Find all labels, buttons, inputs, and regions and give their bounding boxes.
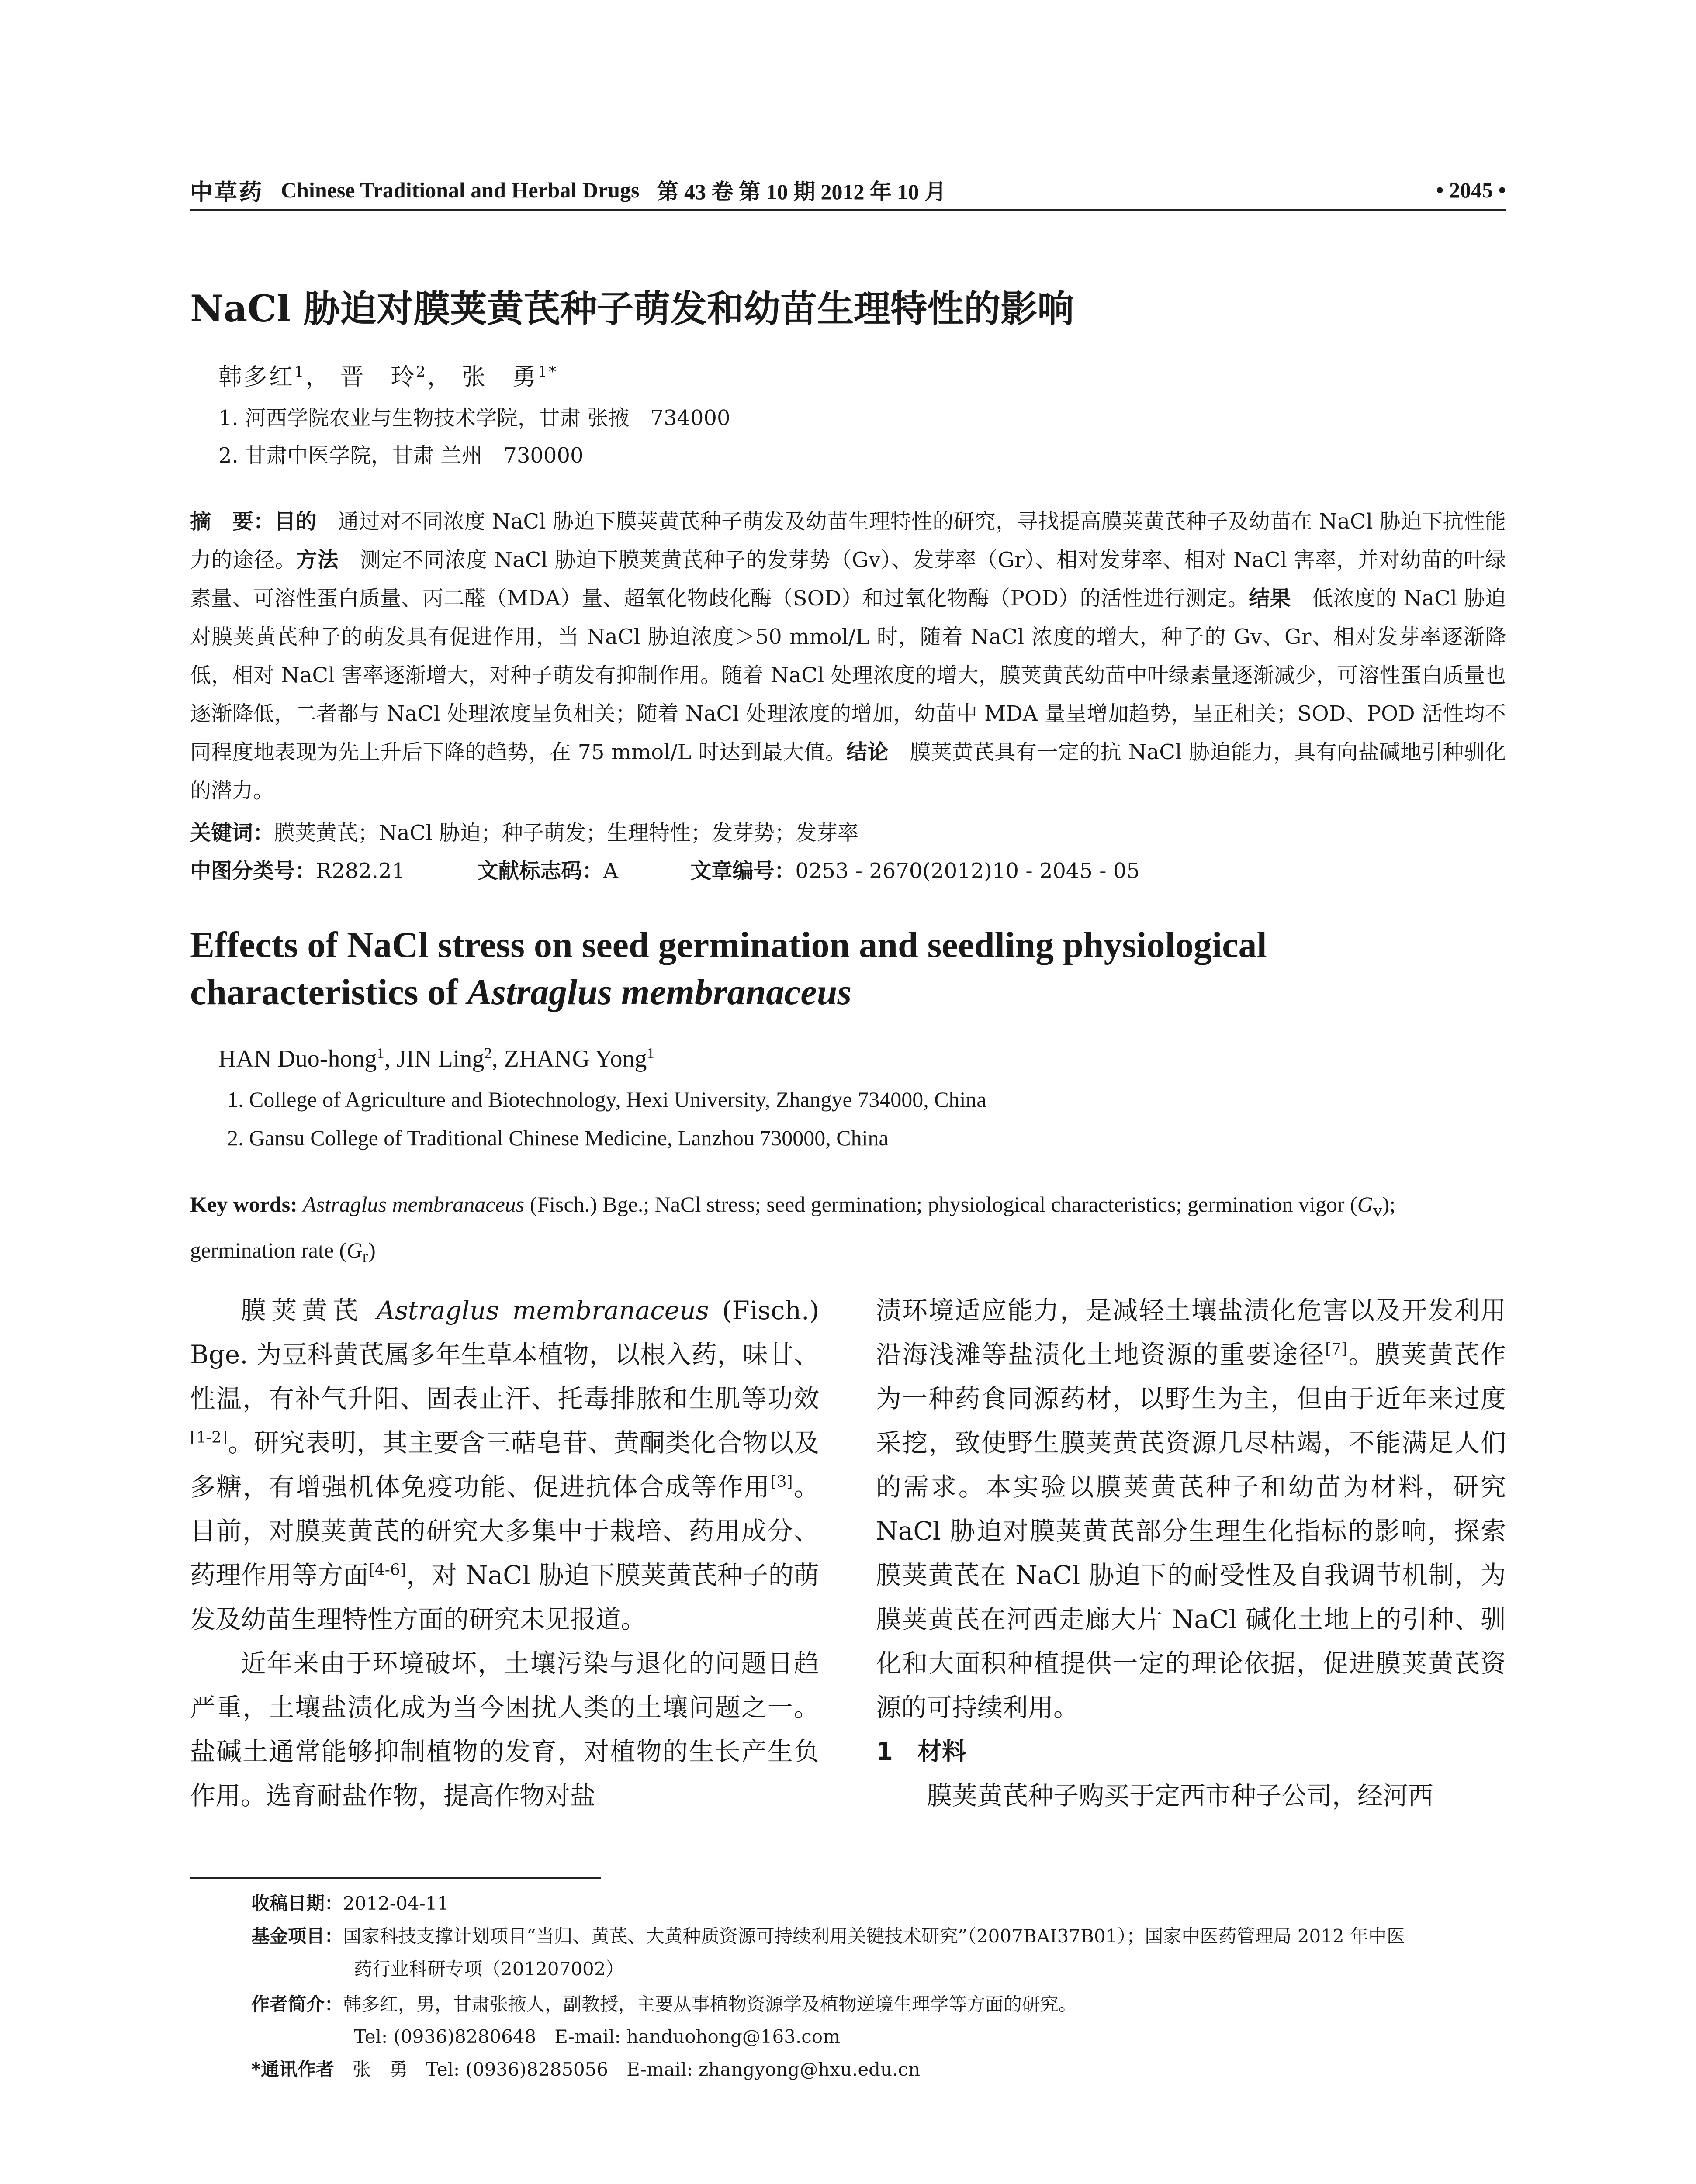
article-id-value: 0253 - 2670(2012)10 - 2045 - 05: [795, 859, 1140, 883]
p1-text-d: 。目前，对膜荚黄芪的研究大多集中于栽培、药用成分、药理作用等方面: [190, 1472, 819, 1590]
fund-label: 基金项目：: [251, 1925, 343, 1947]
p1-species: Astraglus membranaceus: [377, 1296, 709, 1325]
article-id-label: 文章编号：: [690, 859, 796, 883]
received-date: 2012-04-11: [343, 1893, 449, 1914]
keywords-cn-label: 关键词：: [190, 821, 274, 845]
doc-code-value: A: [603, 859, 619, 883]
author-3: 张 勇: [461, 363, 538, 390]
footnote-author: [251, 1990, 1077, 2016]
ref-1-2: [1-2]: [190, 1428, 228, 1447]
keywords-en-label: Key words:: [190, 1192, 303, 1216]
affiliation-cn-1: 1. 河西学院农业与生物技术学院，甘肃 张掖 734000: [218, 406, 730, 430]
gv-sub: v: [1373, 1201, 1382, 1221]
author-en-3-sup: 1: [647, 1044, 654, 1062]
footnote-rule: [190, 1877, 601, 1879]
affiliation-en-1: 1. College of Agriculture and Biotechnology, Hexi University, Zhangye 734000, China: [227, 1087, 986, 1112]
keywords-en-text2: ); germination rate (: [190, 1192, 1396, 1262]
author-1-sup: 1: [294, 363, 306, 380]
title-en: [190, 922, 1506, 1016]
gv-symbol: G: [1357, 1192, 1373, 1216]
gr-symbol: G: [346, 1238, 363, 1262]
author-en-2: JIN Ling: [396, 1045, 485, 1072]
keywords-en-text1: (Fisch.) Bge.; NaCl stress; seed germination; physiological characteristics; germination vigor (: [524, 1192, 1357, 1216]
body-paragraph-2: 近年来由于环境破坏，土壤污染与退化的问题日趋严重，土壤盐渍化成为当今困扰人类的土壤问题之一。盐碱土通常能够抑制植物的发育，对植物的生长产生负作用。选育耐盐作物，提高作物对盐: [190, 1648, 819, 1811]
keywords-cn-text: 膜荚黄芪；NaCl 胁迫；种子萌发；生理特性；发芽势；发芽率: [274, 821, 858, 845]
clc-value: R282.21: [316, 859, 405, 883]
p1-text-c: 。研究表明，其主要含三萜皂苷、黄酮类化合物以及多糖，有增强机体免疫功能、促进抗体合成等作用: [190, 1428, 819, 1502]
keywords-cn: [190, 816, 1506, 846]
author-2: 晋 玲: [340, 363, 416, 390]
fund-line-2: 药行业科研专项（201207002）: [354, 1958, 624, 1980]
author-2-sup: 2: [416, 363, 427, 380]
author-bio-label: 作者简介：: [251, 1994, 343, 2015]
journal-name-cn: 中草药: [190, 179, 264, 206]
running-header: [190, 173, 1506, 207]
p1-text-e: ，对 NaCl 胁迫下膜荚黄芪种子的萌发及幼苗生理特性方面的研究未见报道。: [190, 1560, 819, 1634]
conclusion-text: 膜荚黄芪具有一定的抗 NaCl 胁迫能力，具有向盐碱地引种驯化的潜力。: [190, 740, 1506, 803]
affiliation-en-2: 2. Gansu College of Traditional Chinese Medicine, Lanzhou 730000, China: [227, 1126, 889, 1150]
footnote-corresponding: [251, 2055, 920, 2081]
method-label: 方法: [296, 548, 339, 572]
p3-text-a: 渍环境适应能力，是减轻土壤盐渍化危害以及开发利用沿海浅滩等盐渍化土地资源的重要途径: [876, 1296, 1506, 1369]
author-en-1-sup: 1: [377, 1044, 384, 1062]
footnote-received: [251, 1889, 449, 1915]
body-paragraph-1: [190, 1289, 819, 1641]
title-en-species: Astraglus membranaceus: [467, 972, 852, 1013]
corresponding-label: *通讯作者: [251, 2059, 334, 2080]
title-en-line2: [190, 969, 1506, 1016]
header-rule: [190, 209, 1506, 211]
title-en-prefix: characteristics of: [190, 972, 467, 1013]
fund-line-1: 国家科技支撑计划项目“当归、黄芪、大黄种质资源可持续利用关键技术研究”（2007BAI37B01）；国家中医药管理局 2012 年中医: [343, 1925, 1405, 1947]
keywords-en: [190, 1185, 1506, 1276]
p1-text-a: 膜荚黄芪: [241, 1296, 377, 1325]
keywords-en-text3: ): [368, 1238, 376, 1262]
conclusion-label: 结论: [846, 740, 889, 764]
received-label: 收稿日期：: [251, 1893, 343, 1914]
result-label: 结果: [1249, 586, 1291, 611]
clc-label: 中图分类号：: [190, 859, 316, 883]
body-paragraph-4: 膜荚黄芪种子购买于定西市种子公司，经河西: [927, 1781, 1434, 1811]
ref-7: [7]: [1325, 1340, 1348, 1358]
author-1: 韩多红: [218, 363, 294, 390]
body-column-left: [190, 1289, 819, 1818]
authors-en: HAN Duo-hong$^1$, JIN Ling$^2$, ZHANG Yong$^1$: [218, 1044, 654, 1072]
ref-3: [3]: [770, 1472, 793, 1491]
method-text: 测定不同浓度 NaCl 胁迫下膜荚黄芪种子的发芽势（Gv）、发芽率（Gr）、相对发芽率、相对 NaCl 害率，并对幼苗的叶绿素量、可溶性蛋白质量、丙二醛（MDA）量、超氧化物歧化酶（SOD）和过氧化物酶（POD）的活性进行测定。: [190, 548, 1506, 611]
author-en-1: HAN Duo-hong: [218, 1045, 377, 1072]
p1-text-b: (Fisch.) Bge. 为豆科黄芪属多年生草本植物，以根入药，味甘、性温，有补气升阳、固表止汗、托毒排脓和生肌等功效: [190, 1296, 820, 1413]
affiliation-cn-2: 2. 甘肃中医学院，甘肃 兰州 730000: [218, 443, 584, 468]
body-paragraph-3: [876, 1289, 1506, 1730]
issue-info: 第 43 卷 第 10 期 2012 年 10 月: [657, 180, 946, 204]
abstract-cn: [190, 502, 1506, 810]
author-en-3: ZHANG Yong: [504, 1045, 647, 1072]
classification-line: [190, 854, 1506, 884]
author-bio-line-1: 韩多红，男，甘肃张掖人，副教授，主要从事植物资源学及植物逆境生理学等方面的研究。: [343, 1994, 1077, 2015]
p3-text-b: 。膜荚黄芪作为一种药食同源药材，以野生为主，但由于近年来过度采挖，致使野生膜荚黄芪资源几尽枯竭，不能满足人们的需求。本实验以膜荚黄芪种子和幼苗为材料，研究 NaCl 胁迫对膜荚黄芪部分生理生化指标的影响，探索膜荚黄芪在 NaCl 胁迫下的耐受性及自我调节机制，为膜荚黄芪在河西走廊大片 NaCl 碱化土地上的引种、驯化和大面积种植提供一定的理论依据，促进膜荚黄芪资源的可持续利用。: [876, 1340, 1506, 1722]
gr-sub: r: [362, 1247, 369, 1267]
journal-name-en: Chinese Traditional and Herbal Drugs: [281, 178, 640, 202]
corresponding-info: 张 勇 Tel: (0936)8285056 E-mail: zhangyong@hxu.edu.cn: [334, 2059, 921, 2080]
purpose-label: 目的: [274, 509, 317, 534]
section-heading-1: 1 材料: [876, 1738, 966, 1766]
page-number: • 2045 •: [1436, 178, 1506, 202]
author-en-2-sup: 2: [484, 1044, 492, 1062]
doc-code-label: 文献标志码：: [477, 859, 603, 883]
title-cn: NaCl 胁迫对膜荚黄芪种子萌发和幼苗生理特性的影响: [190, 287, 1074, 330]
result-text: 低浓度的 NaCl 胁迫对膜荚黄芪种子的萌发具有促进作用，当 NaCl 胁迫浓度＞50 mmol/L 时，随着 NaCl 浓度的增大，种子的 Gv、Gr、相对发芽率逐渐降低，相对 NaCl 害率逐渐增大，对种子萌发有抑制作用。随着 NaCl 处理浓度的增大，膜荚黄芪幼苗中叶绿素量逐渐减少，可溶性蛋白质量也逐渐降低，二者都与 NaCl 处理浓度呈负相关；随着 NaCl 处理浓度的增加，幼苗中 MDA 量呈增加趋势，呈正相关；SOD、POD 活性均不同程度地表现为先上升后下降的趋势，在 75 mmol/L 时达到最大值。: [190, 586, 1506, 764]
keywords-en-species: Astraglus membranaceus: [303, 1192, 525, 1216]
purpose-text: 通过对不同浓度 NaCl 胁迫下膜荚黄芪种子萌发及幼苗生理特性的研究，寻找提高膜荚黄芪种子及幼苗在 NaCl 胁迫下抗性能力的途径。: [190, 509, 1506, 572]
title-en-line1: Effects of NaCl stress on seed germination and seedling physiological: [190, 925, 1267, 965]
body-column-right: [876, 1289, 1506, 1818]
abstract-label: 摘 要：: [190, 509, 275, 534]
author-contact: Tel: (0936)8280648 E-mail: handuohong@163.com: [354, 2026, 840, 2047]
author-3-sup: 1*: [537, 363, 558, 380]
footnote-fund: [251, 1922, 1405, 1948]
ref-4-6: [4-6]: [368, 1561, 406, 1579]
authors-cn: 韩多红$^1$， 晋 玲$^2$， 张 勇$^{1*}$: [218, 363, 558, 390]
